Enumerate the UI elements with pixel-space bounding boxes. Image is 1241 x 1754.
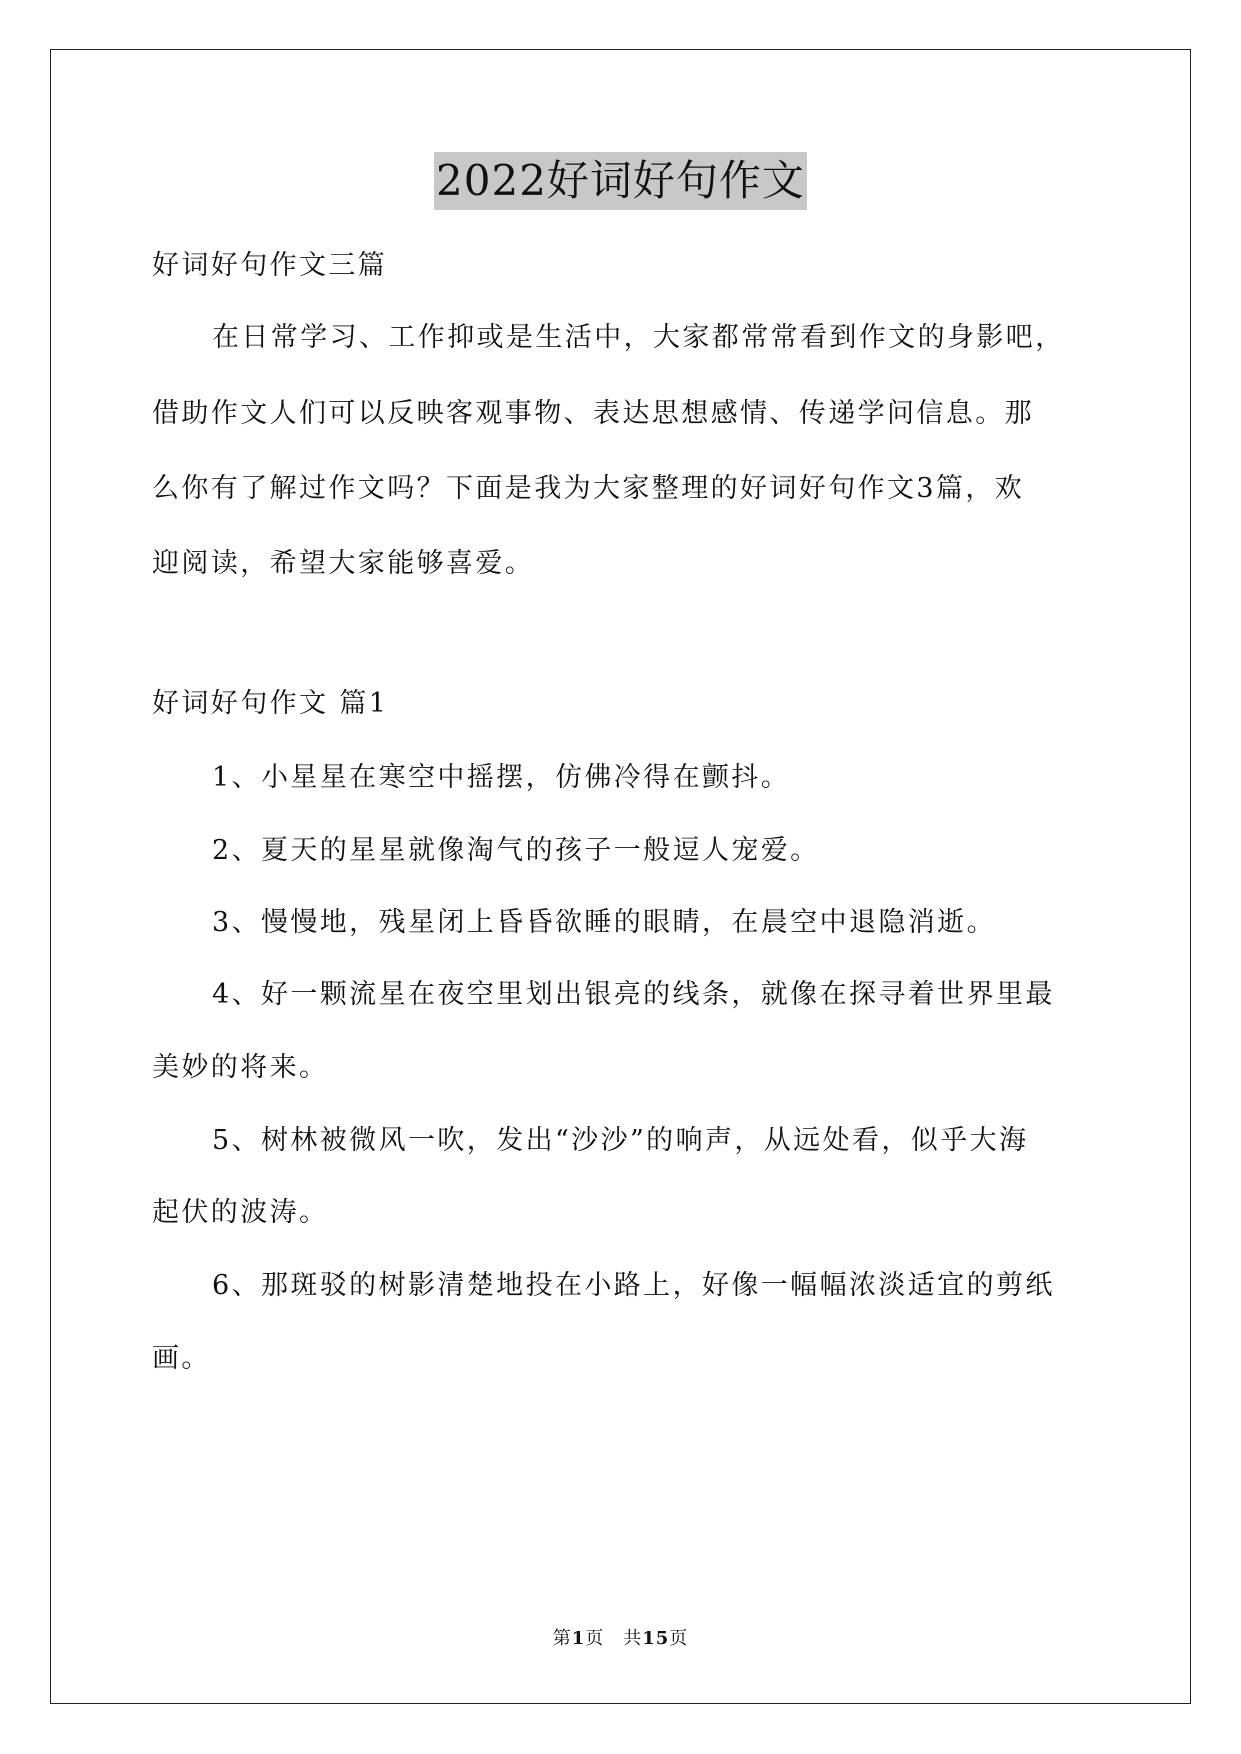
page-border: [50, 49, 1191, 1704]
document-subtitle: 好词好句作文三篇: [152, 250, 388, 281]
list-item-2: 2、夏天的星星就像淘气的孩子一般逗人宠爱。: [212, 835, 820, 866]
footer-suffix: 页: [669, 1628, 689, 1649]
footer-prefix: 第: [552, 1628, 572, 1649]
page-footer: [0, 1624, 1241, 1650]
list-item-5: 5、树林被微风一吹，发出“沙沙”的响声，从远处看，似乎大海: [212, 1125, 1029, 1156]
list-item-1: 1、小星星在寒空中摇摆，仿佛冷得在颤抖。: [212, 762, 791, 793]
document-title: 2022好词好句作文: [434, 152, 807, 210]
intro-line-4: 迎阅读，希望大家能够喜爱。: [152, 548, 535, 579]
intro-line-2: 借助作文人们可以反映客观事物、表达思想感情、传递学问信息。那: [152, 398, 1034, 429]
footer-current-page: 1: [571, 1628, 586, 1649]
title-wrap: [0, 152, 1241, 210]
intro-line-1: 在日常学习、工作抑或是生活中，大家都常常看到作文的身影吧，: [212, 322, 1065, 353]
list-item-5-cont: 起伏的波涛。: [152, 1197, 329, 1228]
footer-total-pages: 15: [642, 1628, 670, 1649]
list-item-4: 4、好一颗流星在夜空里划出银亮的线条，就像在探寻着世界里最: [212, 979, 1055, 1010]
intro-line-3: 么你有了解过作文吗？下面是我为大家整理的好词好句作文3篇，欢: [152, 473, 1025, 504]
list-item-6: 6、那斑驳的树影清楚地投在小路上，好像一幅幅浓淡适宜的剪纸: [212, 1270, 1055, 1301]
footer-mid: 页 共: [585, 1628, 643, 1649]
list-item-4-cont: 美妙的将来。: [152, 1052, 329, 1083]
list-item-3: 3、慢慢地，残星闭上昏昏欲睡的眼睛，在晨空中退隐消逝。: [212, 907, 996, 938]
list-item-6-cont: 画。: [152, 1343, 211, 1374]
section-heading: 好词好句作文 篇1: [152, 688, 389, 719]
